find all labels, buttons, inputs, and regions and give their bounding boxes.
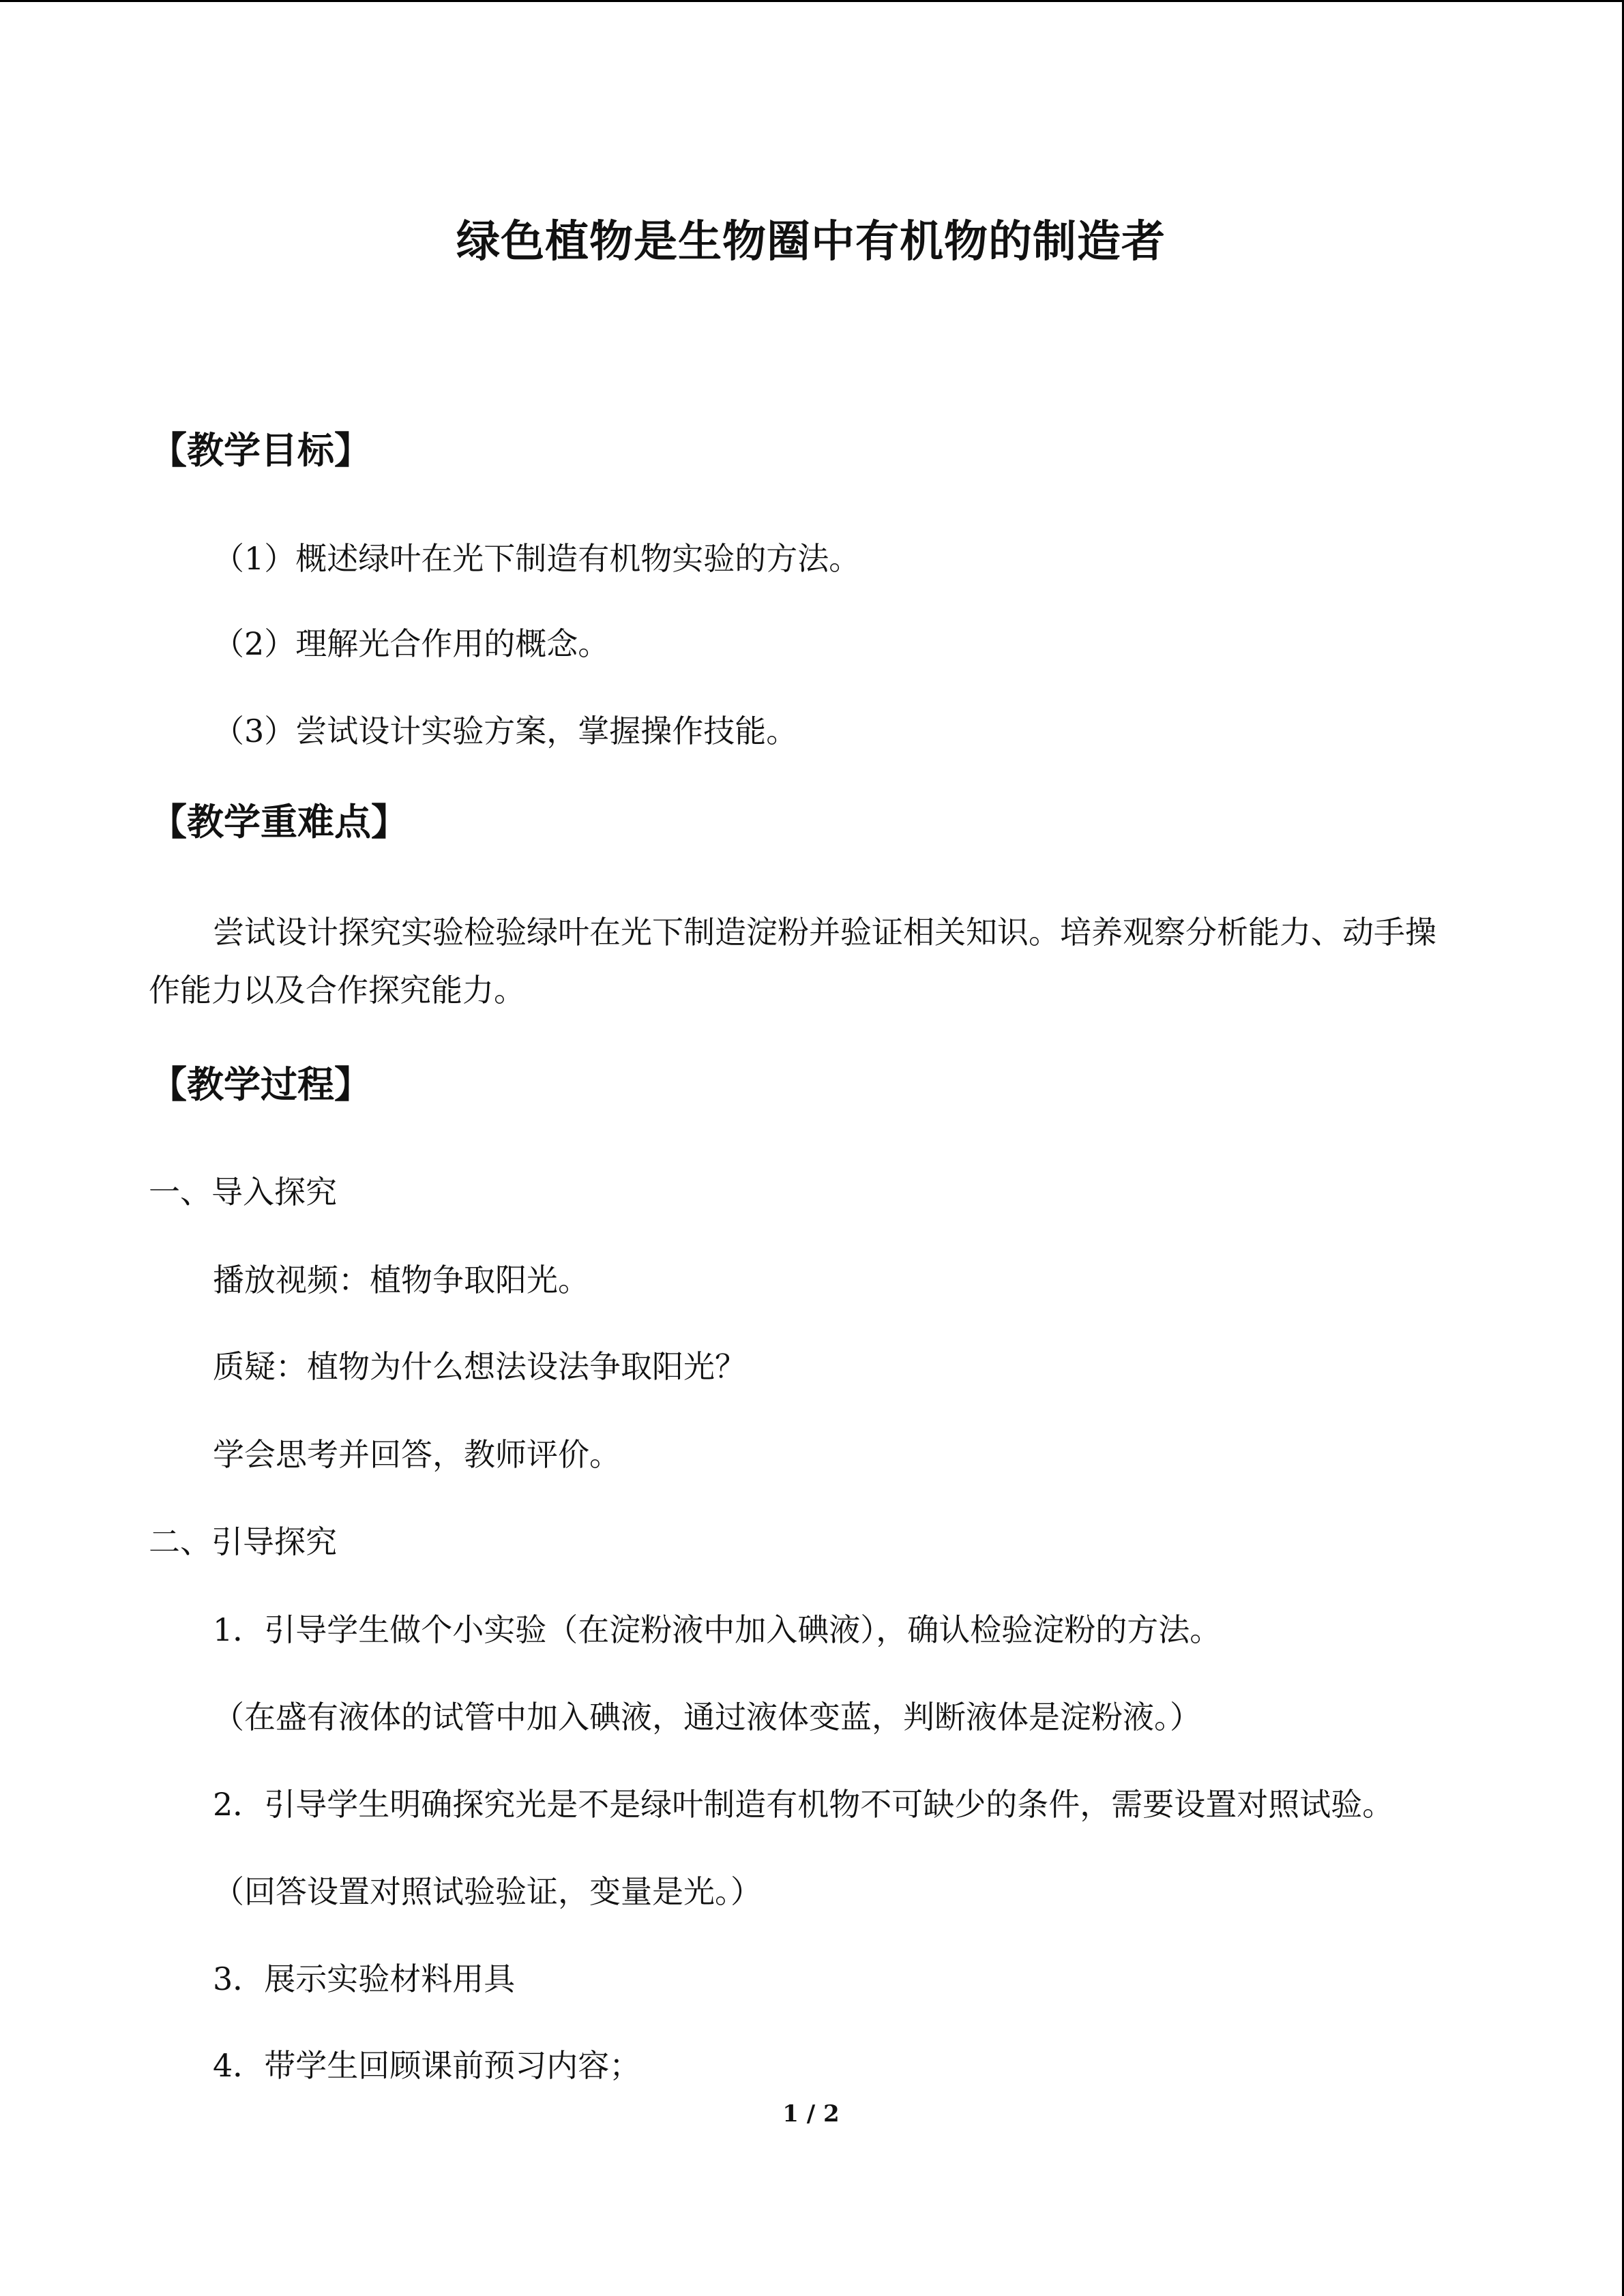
process-line: （在盛有液体的试管中加入碘液，通过液体变蓝，判断液体是淀粉液。） [213, 1699, 1201, 1735]
process-line: 质疑：植物为什么想法设法争取阳光？ [213, 1348, 746, 1385]
key-points-paragraph: 尝试设计探究实验检验绿叶在光下制造淀粉并验证相关知识。培养观察分析能力、动手操作能力以及合作探究能力。 [149, 914, 1436, 1009]
section-heading-objectives: 【教学目标】 [150, 428, 371, 472]
process-part-title: 一、导入探究 [149, 1174, 337, 1210]
process-line: 3．展示实验材料用具 [213, 1960, 516, 1997]
objective-item: （2）理解光合作用的概念。 [213, 625, 610, 662]
process-line: 学会思考并回答，教师评价。 [213, 1436, 621, 1473]
objective-item: （3）尝试设计实验方案，掌握操作技能。 [213, 713, 798, 749]
process-line: 2．引导学生明确探究光是不是绿叶制造有机物不可缺少的条件，需要设置对照试验。 [213, 1786, 1394, 1823]
section-heading-key-points: 【教学重难点】 [150, 800, 408, 844]
process-line: （回答设置对照试验验证，变量是光。） [213, 1873, 762, 1910]
section-heading-process: 【教学过程】 [150, 1062, 371, 1106]
process-line: 4．带学生回顾课前预习内容； [213, 2047, 641, 2084]
objective-item: （1）概述绿叶在光下制造有机物实验的方法。 [213, 540, 861, 577]
process-part-title: 二、引导探究 [149, 1523, 337, 1560]
process-line: 播放视频：植物争取阳光。 [213, 1262, 589, 1298]
document-title: 绿色植物是生物圈中有机物的制造者 [456, 216, 1166, 267]
process-line: 1．引导学生做个小实验（在淀粉液中加入碘液），确认检验淀粉的方法。 [213, 1611, 1222, 1648]
page-number: 1 / 2 [782, 2100, 840, 2128]
